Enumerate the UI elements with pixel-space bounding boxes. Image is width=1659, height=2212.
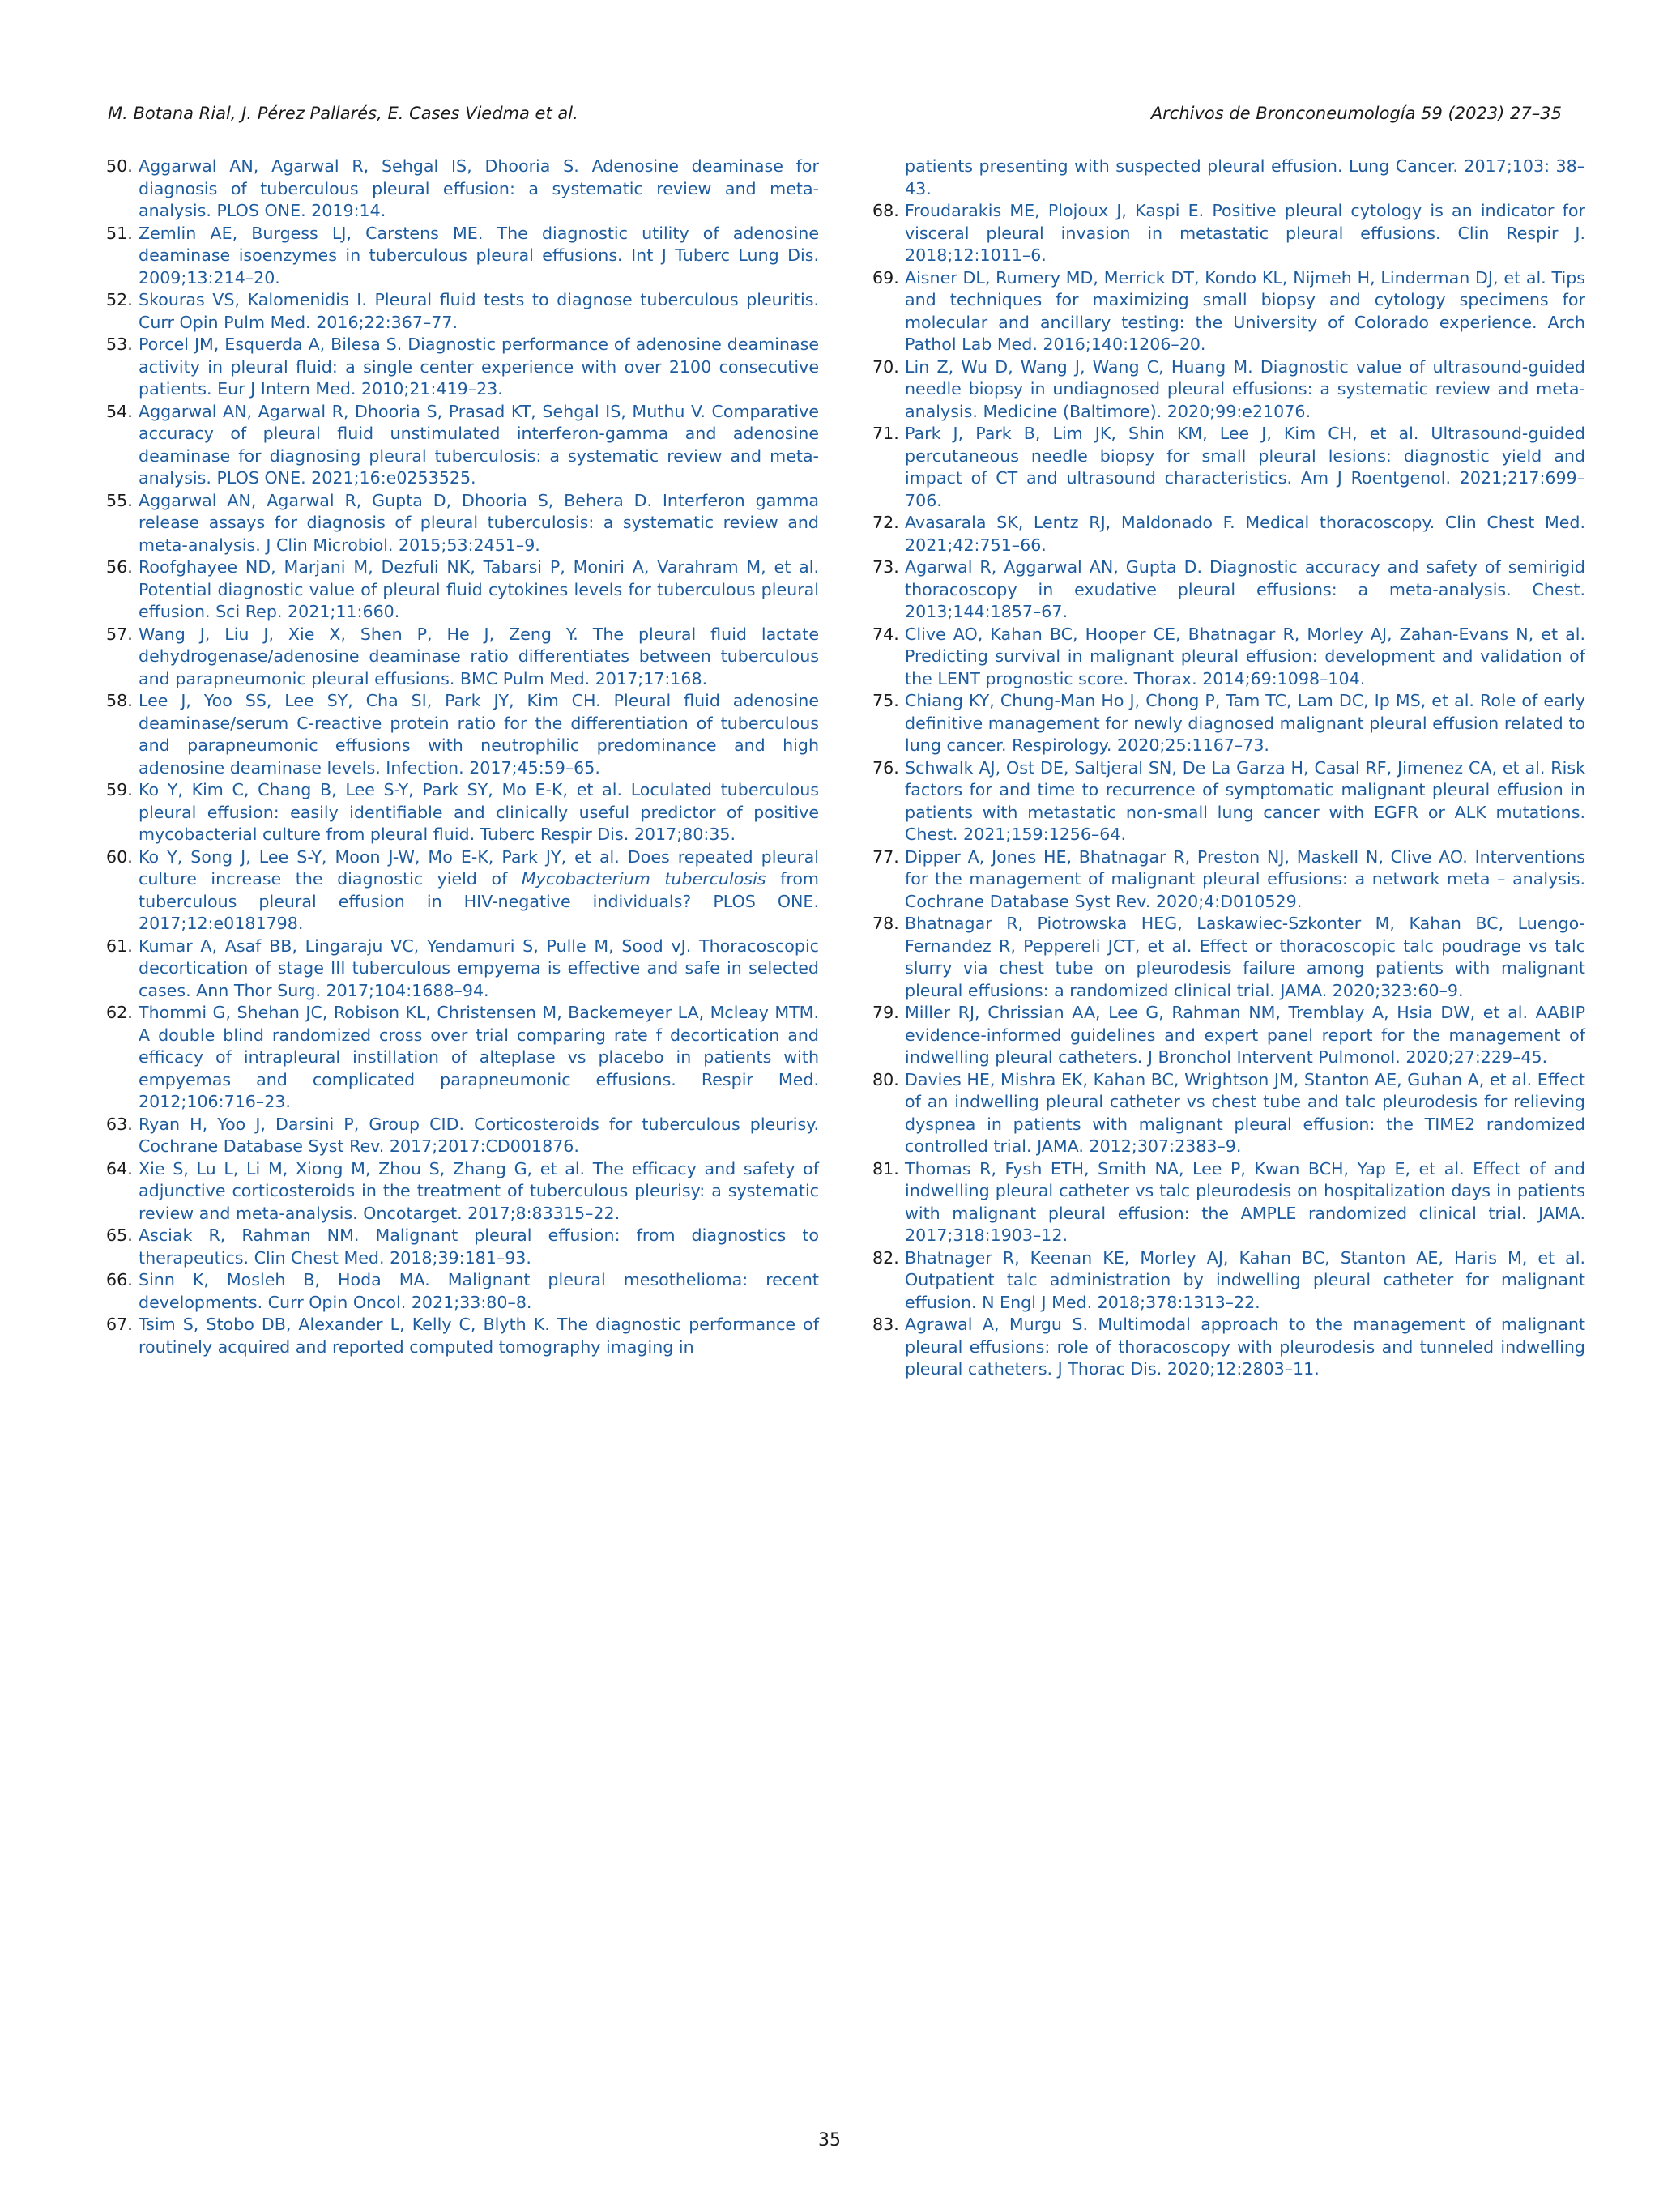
reference-link[interactable]: Thommi G, Shehan JC, Robison KL, Christensen M, Backemeyer LA, Mcleay MTM. A double blind randomized cross over trial comparing rate f decortication and efficacy of intrapleural instillation of alteplase vs placebo in patients with empyemas and complicated parapneumonic effusions. Respir Med. 2012;106:716–23. (139, 1003, 819, 1111)
reference-number: 59. (106, 780, 133, 799)
reference-number: 75. (872, 691, 899, 710)
reference-item-69 (872, 267, 1585, 356)
reference-number: 69. (872, 267, 899, 288)
reference-number: 78. (872, 914, 899, 933)
reference-item-73 (872, 556, 1585, 624)
reference-item-57 (106, 624, 819, 691)
reference-link[interactable]: Aisner DL, Rumery MD, Merrick DT, Kondo KL, Nijmeh H, Linderman DJ, et al. Tips and techniques for maximizing small biopsy and cytology specimens for molecular and ancillary testing: the University of Colorado experience. Arch Pathol Lab Med. 2016;140:1206–20. (905, 267, 1585, 354)
reference-text-part: Ko Y, Song J, Lee S-Y, Moon J-W, Mo E-K, Park JY, et al. Does repeated pleural culture increase the diagnostic yield of (139, 846, 819, 889)
header-journal: Archivos de Bronconeumología 59 (2023) 27–35 (1150, 104, 1562, 123)
reference-item-82 (872, 1247, 1585, 1315)
reference-number: 62. (106, 1003, 133, 1022)
reference-link[interactable]: Thomas R, Fysh ETH, Smith NA, Lee P, Kwan BCH, Yap E, et al. Effect of and indwelling pleural catheter vs talc pleurodesis on hospitalization days in patients with malignant pleural effusion: the AMPLE randomized clinical trial. JAMA. 2017;318:1903–12. (905, 1158, 1585, 1245)
reference-item-79 (872, 1002, 1585, 1069)
reference-item-67 (106, 1314, 819, 1358)
reference-number: 83. (872, 1315, 899, 1334)
reference-link[interactable]: Clive AO, Kahan BC, Hooper CE, Bhatnagar R, Morley AJ, Zahan-Evans N, et al. Predicting survival in malignant pleural effusion: development and validation of the LENT prognostic score. Thorax. 2014;69:1098–104. (905, 624, 1585, 688)
reference-link[interactable]: Asciak R, Rahman NM. Malignant pleural effusion: from diagnostics to therapeutics. Clin Chest Med. 2018;39:181–93. (139, 1225, 819, 1268)
reference-link[interactable] (139, 847, 819, 934)
reference-number: 56. (106, 557, 133, 577)
page-number: 35 (818, 2130, 841, 2150)
reference-link[interactable]: Skouras VS, Kalomenidis I. Pleural fluid tests to diagnose tuberculous pleuritis. Curr Opin Pulm Med. 2016;22:367–77. (139, 290, 819, 332)
reference-link[interactable]: Ko Y, Kim C, Chang B, Lee S-Y, Park SY, Mo E-K, et al. Loculated tuberculous pleural effusion: easily identifiable and clinically useful predictor of positive mycobacterial culture from pleural fluid. Tuberc Respir Dis. 2017;80:35. (139, 780, 819, 844)
reference-item-50 (106, 156, 819, 223)
reference-link[interactable]: Zemlin AE, Burgess LJ, Carstens ME. The diagnostic utility of adenosine deaminase isoenzymes in tuberculous pleural effusions. Int J Tuberc Lung Dis. 2009;13:214–20. (139, 223, 819, 288)
reference-link[interactable]: Lee J, Yoo SS, Lee SY, Cha SI, Park JY, Kim CH. Pleural fluid adenosine deaminase/serum C-reactive protein ratio for the differentiation of tuberculous and parapneumonic effusions with neutrophilic predominance and high adenosine deaminase levels. Infection. 2017;45:59–65. (139, 691, 819, 778)
reference-number: 74. (872, 624, 899, 644)
reference-link[interactable]: Tsim S, Stobo DB, Alexander L, Kelly C, Blyth K. The diagnostic performance of routinely acquired and reported computed tomography imaging in (139, 1315, 819, 1357)
reference-text-part: from tuberculous pleural effusion in HIV-negative individuals? PLOS ONE. 2017;12:e0181798. (139, 869, 819, 933)
reference-item-54 (106, 401, 819, 490)
reference-number: 63. (106, 1114, 133, 1134)
reference-number: 79. (872, 1003, 899, 1022)
reference-item-51 (106, 223, 819, 290)
running-header (108, 97, 1562, 130)
reference-number: 81. (872, 1158, 899, 1178)
reference-item-78 (872, 913, 1585, 1002)
reference-link[interactable]: Ryan H, Yoo J, Darsini P, Group CID. Corticosteroids for tuberculous pleurisy. Cochrane Database Syst Rev. 2017;2017:CD001876. (139, 1114, 819, 1156)
reference-number: 77. (872, 846, 899, 867)
reference-number: 72. (872, 513, 899, 532)
reference-link[interactable]: Bhatnagar R, Piotrowska HEG, Laskawiec-Szkonter M, Kahan BC, Luengo- Fernandez R, Peppereli JCT, et al. Effect or thoracoscopic talc poudrage vs talc slurry via chest tube on pleurodesis failure among patients with malignant pleural effusions: a randomized clinical trial. JAMA. 2020;323:60–9. (905, 914, 1585, 1000)
reference-number: 65. (106, 1225, 133, 1245)
reference-link[interactable]: Bhatnager R, Keenan KE, Morley AJ, Kahan BC, Stanton AE, Haris M, et al. Outpatient talc administration by indwelling pleural catheter for malignant effusion. N Engl J Med. 2018;378:1313–22. (905, 1247, 1585, 1312)
reference-number: 70. (872, 356, 899, 377)
reference-number: 58. (106, 691, 133, 710)
reference-item-58 (106, 690, 819, 779)
reference-link[interactable]: Sinn K, Mosleh B, Hoda MA. Malignant pleural mesothelioma: recent developments. Curr Opin Oncol. 2021;33:80–8. (139, 1270, 819, 1312)
reference-number: 68. (872, 201, 899, 220)
reference-link[interactable]: Park J, Park B, Lim JK, Shin KM, Lee J, Kim CH, et al. Ultrasound-guided percutaneous needle biopsy for small pleural lesions: diagnostic yield and impact of CT and ultrasound characteristics. Am J Roentgenol. 2021;217:699–706. (905, 424, 1585, 510)
reference-link[interactable]: Froudarakis ME, Plojoux J, Kaspi E. Positive pleural cytology is an indicator for visceral pleural invasion in metastatic pleural effusions. Clin Respir J. 2018;12:1011–6. (905, 201, 1585, 265)
reference-item-56 (106, 556, 819, 624)
reference-link[interactable]: Agrawal A, Murgu S. Multimodal approach to the management of malignant pleural effusions: role of thoracoscopy with pleurodesis and tunneled indwelling pleural catheters. J Thorac Dis. 2020;12:2803–11. (905, 1315, 1585, 1379)
reference-link[interactable]: Chiang KY, Chung-Man Ho J, Chong P, Tam TC, Lam DC, Ip MS, et al. Role of early definitive management for newly diagnosed malignant pleural effusion related to lung cancer. Respirology. 2020;25:1167–73. (905, 691, 1585, 755)
reference-number: 50. (106, 156, 133, 176)
reference-number: 80. (872, 1069, 899, 1089)
reference-item-76 (872, 757, 1585, 846)
reference-item-70 (872, 356, 1585, 424)
reference-item-77 (872, 846, 1585, 914)
header-authors: M. Botana Rial, J. Pérez Pallarés, E. Cases Viedma et al. (108, 104, 578, 123)
reference-item-62 (106, 1002, 819, 1114)
species-name-italic: Mycobacterium tuberculosis (521, 869, 766, 889)
reference-number: 61. (106, 936, 133, 956)
reference-item-61 (106, 936, 819, 1003)
reference-number: 71. (872, 424, 899, 443)
reference-continuation[interactable]: patients presenting with suspected pleural effusion. Lung Cancer. 2017;103: 38–43. (905, 156, 1585, 198)
reference-link[interactable]: Aggarwal AN, Agarwal R, Sehgal IS, Dhooria S. Adenosine deaminase for diagnosis of tuberculous pleural effusion: a systematic review and meta-analysis. PLOS ONE. 2019:14. (139, 156, 819, 220)
reference-item-72 (872, 512, 1585, 556)
reference-number: 54. (106, 401, 133, 421)
reference-item-59 (106, 779, 819, 846)
reference-item-68 (872, 200, 1585, 267)
reference-link[interactable]: Miller RJ, Chrissian AA, Lee G, Rahman NM, Tremblay A, Hsia DW, et al. AABIP evidence-informed guidelines and expert panel report for the management of indwelling pleural catheters. J Bronchol Intervent Pulmonol. 2020;27:229–45. (905, 1003, 1585, 1067)
reference-link[interactable]: Schwalk AJ, Ost DE, Saltjeral SN, De La Garza H, Casal RF, Jimenez CA, et al. Risk factors for and time to recurrence of symptomatic malignant pleural effusion in patients with metastatic non-small lung cancer with EGFR or ALK mutations. Chest. 2021;159:1256–64. (905, 757, 1585, 844)
reference-link[interactable]: Agarwal R, Aggarwal AN, Gupta D. Diagnostic accuracy and safety of semirigid thoracoscopy in exudative pleural effusions: a meta-analysis. Chest. 2013;144:1857–67. (905, 557, 1585, 621)
reference-number: 60. (106, 846, 133, 867)
reference-link[interactable]: Davies HE, Mishra EK, Kahan BC, Wrightson JM, Stanton AE, Guhan A, et al. Effect of an indwelling pleural catheter vs chest tube and talc pleurodesis for relieving dyspnea in patients with malignant pleural effusion: the TIME2 randomized controlled trial. JAMA. 2012;307:2383–9. (905, 1069, 1585, 1156)
reference-number: 76. (872, 757, 899, 778)
reference-link[interactable]: Aggarwal AN, Agarwal R, Dhooria S, Prasad KT, Sehgal IS, Muthu V. Comparative accuracy of pleural fluid unstimulated interferon-gamma and adenosine deaminase for diagnosing pleural tuberculosis: a systematic review and meta-analysis. PLOS ONE. 2021;16:e0253525. (139, 401, 819, 488)
reference-link[interactable]: Roofghayee ND, Marjani M, Dezfuli NK, Tabarsi P, Moniri A, Varahram M, et al. Potential diagnostic value of pleural fluid cytokines levels for tuberculous pleural effusion. Sci Rep. 2021;11:660. (139, 557, 819, 621)
reference-number: 51. (106, 223, 133, 243)
reference-number: 53. (106, 335, 133, 354)
reference-number: 57. (106, 624, 133, 644)
references-right-column (872, 156, 1585, 1381)
reference-link[interactable]: Aggarwal AN, Agarwal R, Gupta D, Dhooria S, Behera D. Interferon gamma release assays for diagnosis of pleural tuberculosis: a systematic review and meta-analysis. J Clin Microbiol. 2015;53:2451–9. (139, 490, 819, 555)
reference-link[interactable]: Xie S, Lu L, Li M, Xiong M, Zhou S, Zhang G, et al. The efficacy and safety of adjunctive corticosteroids in the treatment of tuberculous pleurisy: a systematic review and meta-analysis. Oncotarget. 2017;8:83315–22. (139, 1158, 819, 1223)
reference-item-53 (106, 334, 819, 401)
reference-number: 66. (106, 1270, 133, 1289)
reference-item-65 (106, 1225, 819, 1269)
reference-item-71 (872, 423, 1585, 512)
reference-item-60 (106, 846, 819, 936)
reference-item-74 (872, 624, 1585, 691)
reference-item-83 (872, 1314, 1585, 1381)
reference-item-75 (872, 690, 1585, 757)
reference-item-63 (106, 1114, 819, 1158)
reference-link[interactable]: Kumar A, Asaf BB, Lingaraju VC, Yendamuri S, Pulle M, Sood vJ. Thoracoscopic decortication of stage III tuberculous empyema is effective and safe in selected cases. Ann Thor Surg. 2017;104:1688–94. (139, 936, 819, 1000)
reference-item-64 (106, 1158, 819, 1225)
reference-number: 73. (872, 557, 899, 577)
reference-link[interactable]: Dipper A, Jones HE, Bhatnagar R, Preston NJ, Maskell N, Clive AO. Interventions for the management of malignant pleural effusions: a network meta – analysis. Cochrane Database Syst Rev. 2020;4:D010529. (905, 846, 1585, 911)
reference-link[interactable]: Avasarala SK, Lentz RJ, Maldonado F. Medical thoracoscopy. Clin Chest Med. 2021;42:751–66. (905, 513, 1585, 555)
reference-number: 55. (106, 490, 133, 510)
reference-number: 64. (106, 1158, 133, 1178)
references-left-column (106, 156, 819, 1358)
reference-link[interactable]: Lin Z, Wu D, Wang J, Wang C, Huang M. Diagnostic value of ultrasound-guided needle biopsy in undiagnosed pleural effusions: a systematic review and meta-analysis. Medicine (Baltimore). 2020;99:e21076. (905, 356, 1585, 421)
reference-item-52 (106, 289, 819, 334)
reference-number: 82. (872, 1247, 899, 1268)
reference-item-66 (106, 1269, 819, 1314)
reference-item-80 (872, 1069, 1585, 1158)
reference-link[interactable]: Wang J, Liu J, Xie X, Shen P, He J, Zeng Y. The pleural fluid lactate dehydrogenase/adenosine deaminase ratio differentiates between tuberculous and parapneumonic pleural effusions. BMC Pulm Med. 2017;17:168. (139, 624, 819, 688)
reference-number: 67. (106, 1315, 133, 1334)
reference-link[interactable]: Porcel JM, Esquerda A, Bilesa S. Diagnostic performance of adenosine deaminase activity in pleural fluid: a single center experience with over 2100 consecutive patients. Eur J Intern Med. 2010;21:419–23. (139, 335, 819, 399)
reference-number: 52. (106, 290, 133, 309)
reference-item-55 (106, 490, 819, 557)
reference-item-81 (872, 1158, 1585, 1247)
